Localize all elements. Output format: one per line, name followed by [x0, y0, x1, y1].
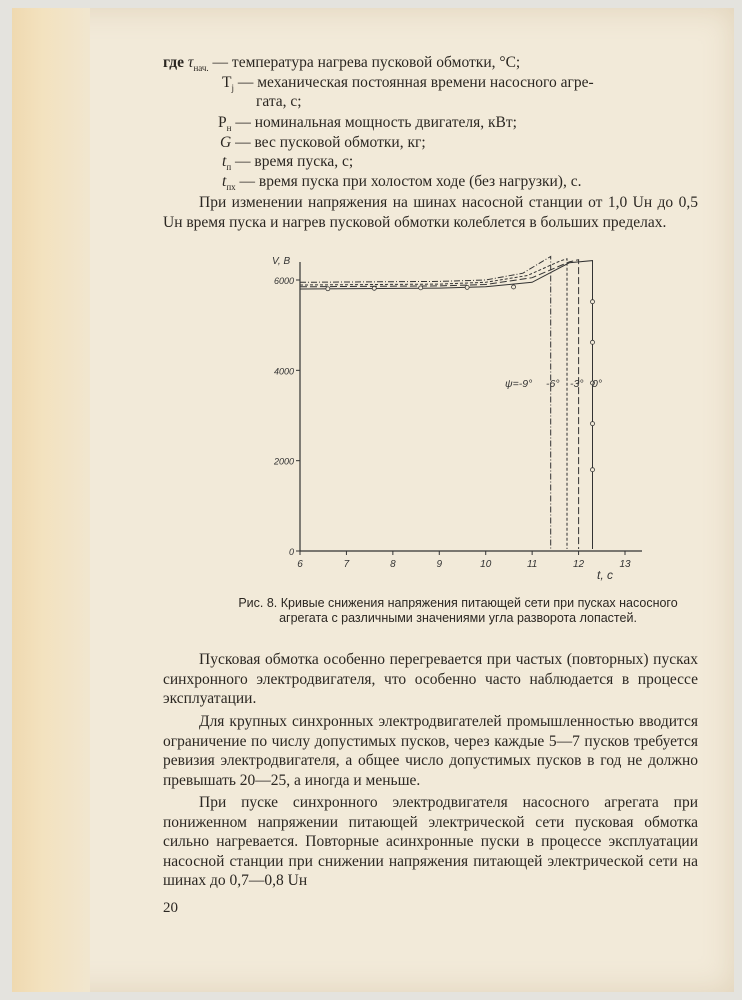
angle-label: -3° [570, 378, 584, 390]
series-point [512, 285, 516, 289]
x-tick-label: 10 [480, 559, 492, 570]
definition-line-3: $P_н$ — номинальная мощность двигателя, кВт; [218, 114, 517, 134]
paragraph-3: При пуске синхронного электродвигателя насосного агрегата при пониженном напряжении питающей электрической сети пусковая обмотка сильно нагревается. Повторные асинхронные пуски в процессе эксплуатации насосной станции при снижении напряжения питающей электрической сети на шинах до 0,7—0,8 Uн [163, 794, 698, 890]
x-tick-label: 7 [343, 559, 350, 570]
series-point [591, 340, 595, 344]
page-number: 20 [163, 900, 178, 916]
x-axis-label: t, c [597, 568, 614, 582]
x-tick-label: 8 [390, 559, 396, 570]
y-tick-label: 4000 [273, 366, 294, 377]
series-line [300, 257, 551, 550]
chart-ticks [273, 276, 631, 570]
series-line [300, 261, 593, 549]
definition-line-2: $T_j$ — механическая постоянная времени насосного агре- [222, 74, 594, 94]
chart-angle-labels [505, 378, 602, 390]
definition-line-5: $t_п$ — время пуска, с; [222, 153, 354, 173]
chart-series [300, 257, 595, 550]
definition-line-6: $t_{пх}$ — время пуска при холостом ходе (без нагрузки), с. [222, 173, 582, 193]
series-line [300, 260, 579, 549]
voltage-drop-chart [250, 248, 650, 588]
series-line [300, 259, 567, 549]
definition-line-4: G — вес пусковой обмотки, кг; [220, 134, 426, 151]
x-tick-label: 11 [526, 559, 538, 570]
series-point [591, 468, 595, 472]
x-tick-label: 12 [573, 559, 585, 570]
series-point [419, 286, 423, 290]
definition-line-2-continuation: гата, с; [256, 93, 302, 110]
angle-label: 0° [592, 378, 603, 390]
y-tick-label: 6000 [273, 276, 294, 286]
series-point [372, 286, 376, 290]
x-tick-label: 6 [297, 559, 303, 570]
paragraph-2: Для крупных синхронных электродвигателей промышленностью вводится ограничение по числу допустимых пусков, через каждые 5—7 пусков требуется ревизия электродвигателя, а общее число допустимых пусков в год не должно превышать 20—25, а иногда и меньше. [163, 713, 698, 789]
paragraph-intro: При изменении напряжения на шинах насосной станции от 1,0 Uн до 0,5 Uн время пуска и нагрев пусковой обмотки колеблется в больших пределах. [163, 194, 698, 231]
series-point [591, 422, 595, 426]
page-spine-edge [12, 8, 90, 992]
x-tick-label: 13 [619, 559, 631, 570]
series-point [591, 300, 595, 304]
y-axis-label: V, B [272, 256, 291, 267]
definition-line-1: где $\tau_{нач.}$ — температура нагрева пусковой обмотки, °С; [163, 54, 521, 74]
series-point [465, 285, 469, 289]
paragraph-1: Пусковая обмотка особенно перегревается при частых (повторных) пусках синхронного электродвигателя, что особенно часто наблюдается в процессе эксплуатации. [163, 651, 698, 708]
angle-label: -6° [546, 378, 560, 390]
y-tick-label: 0 [288, 547, 294, 557]
angle-label: ψ=-9° [505, 378, 533, 390]
y-tick-label: 2000 [273, 456, 294, 467]
figure-caption: Рис. 8. Кривые снижения напряжения питающей сети при пусках насосного агрегата с различными значениями угла разворота лопастей. [238, 596, 678, 625]
series-point [326, 287, 330, 291]
chart-axes [272, 256, 642, 582]
x-tick-label: 9 [436, 559, 443, 570]
